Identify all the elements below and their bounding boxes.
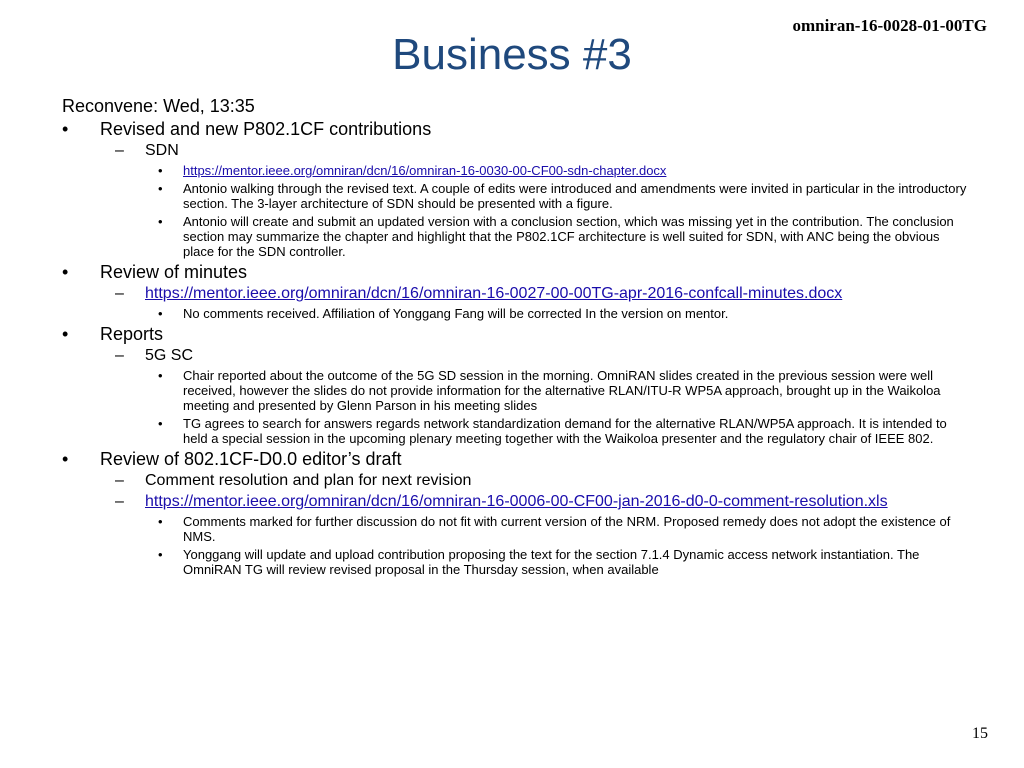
item-minutes-note [62, 306, 967, 321]
item-sdn-note-1 [62, 181, 967, 211]
minutes-link[interactable]: https://mentor.ieee.org/omniran/dcn/16/omniran-16-0027-00-00TG-apr-2016-confcall-minutes.docx [145, 285, 843, 302]
bullet-marker: • [158, 214, 163, 229]
sub-bullet-sdn [62, 142, 967, 160]
bullet-marker: • [62, 119, 69, 139]
bullet-marker: • [158, 163, 163, 178]
sub-bullet-5g-sc [62, 347, 967, 365]
sub-bullet-text: SDN [145, 142, 179, 159]
slide-title: Business #3 [392, 30, 632, 79]
sub-bullet-text: 5G SC [145, 347, 194, 364]
sub-bullet-text: Comment resolution and plan for next revision [145, 472, 472, 489]
dash-marker: – [115, 472, 124, 489]
slide-content [62, 96, 967, 577]
dash-marker: – [115, 493, 124, 510]
item-text: Antonio walking through the revised text. A couple of edits were introduced and amendments were invited in particular in the introductory section. The 3-layer architecture of SDN should be presented with a figure. [183, 181, 967, 211]
document-id: omniran-16-0028-01-00TG [792, 16, 987, 35]
bullet-marker: • [158, 547, 163, 562]
item-5g-note-1 [62, 368, 967, 413]
bullet-minutes [62, 262, 967, 282]
item-draft-note-1 [62, 514, 967, 544]
sub-bullet-draft-plan [62, 472, 967, 490]
item-sdn-link [62, 163, 967, 178]
bullet-text: Reports [100, 324, 164, 344]
bullet-marker: • [158, 368, 163, 383]
dash-marker: – [115, 142, 124, 159]
bullet-text: Review of 802.1CF-D0.0 editor’s draft [100, 449, 402, 469]
bullet-draft-review [62, 449, 967, 469]
sdn-chapter-link[interactable]: https://mentor.ieee.org/omniran/dcn/16/omniran-16-0030-00-CF00-sdn-chapter.docx [183, 163, 667, 178]
bullet-contributions [62, 119, 967, 139]
bullet-reports [62, 324, 967, 344]
bullet-marker: • [158, 416, 163, 431]
reconvene-text: Reconvene: Wed, 13:35 [62, 96, 255, 116]
page-number: 15 [972, 725, 988, 742]
item-text: No comments received. Affiliation of Yonggang Fang will be corrected In the version on mentor. [183, 306, 729, 321]
item-text: Yonggang will update and upload contribution proposing the text for the section 7.1.4 Dynamic access network instantiation. The OmniRAN TG will review revised proposal in the Thursday session, when available [183, 547, 920, 577]
comment-resolution-link[interactable]: https://mentor.ieee.org/omniran/dcn/16/omniran-16-0006-00-CF00-jan-2016-d0-0-comment-resolution.xls [145, 493, 888, 510]
item-text: Antonio will create and submit an updated version with a conclusion section, which was missing yet in the contribution. The conclusion section may summarize the chapter and highlight that the P802.1CF architecture is well suited for SDN, with ANC being the obvious place for the SDN controller. [183, 214, 954, 259]
bullet-marker: • [62, 324, 69, 344]
dash-marker: – [115, 347, 124, 364]
item-text: Chair reported about the outcome of the 5G SD session in the morning. OmniRAN slides created in the previous session were well received, however the slides do not provide information for the alternative RLAN/ITU-R WP5A approach, brought up in the Waikoloa meeting and presented by Glenn Parson in his meeting slides [183, 368, 941, 413]
bullet-text: Review of minutes [100, 262, 248, 282]
bullet-marker: • [158, 306, 163, 321]
item-text: TG agrees to search for answers regards network standardization demand for the alternative RLAN/WP5A approach. It is intended to held a special session in the upcoming plenary meeting together with the Waikoloa presenter and the regulatory chair of IEEE 802. [183, 416, 947, 446]
item-sdn-note-2 [62, 214, 967, 259]
item-draft-note-2 [62, 547, 967, 577]
item-text: Comments marked for further discussion do not fit with current version of the NRM. Proposed remedy does not adopt the existence of NMS. [183, 514, 951, 544]
bullet-marker: • [62, 449, 69, 469]
bullet-marker: • [158, 514, 163, 529]
item-5g-note-2 [62, 416, 967, 446]
bullet-marker: • [62, 262, 69, 282]
sub-bullet-minutes-link [62, 285, 967, 303]
bullet-text: Revised and new P802.1CF contributions [100, 119, 432, 139]
bullet-marker: • [158, 181, 163, 196]
dash-marker: – [115, 285, 124, 302]
sub-bullet-draft-link [62, 493, 967, 511]
